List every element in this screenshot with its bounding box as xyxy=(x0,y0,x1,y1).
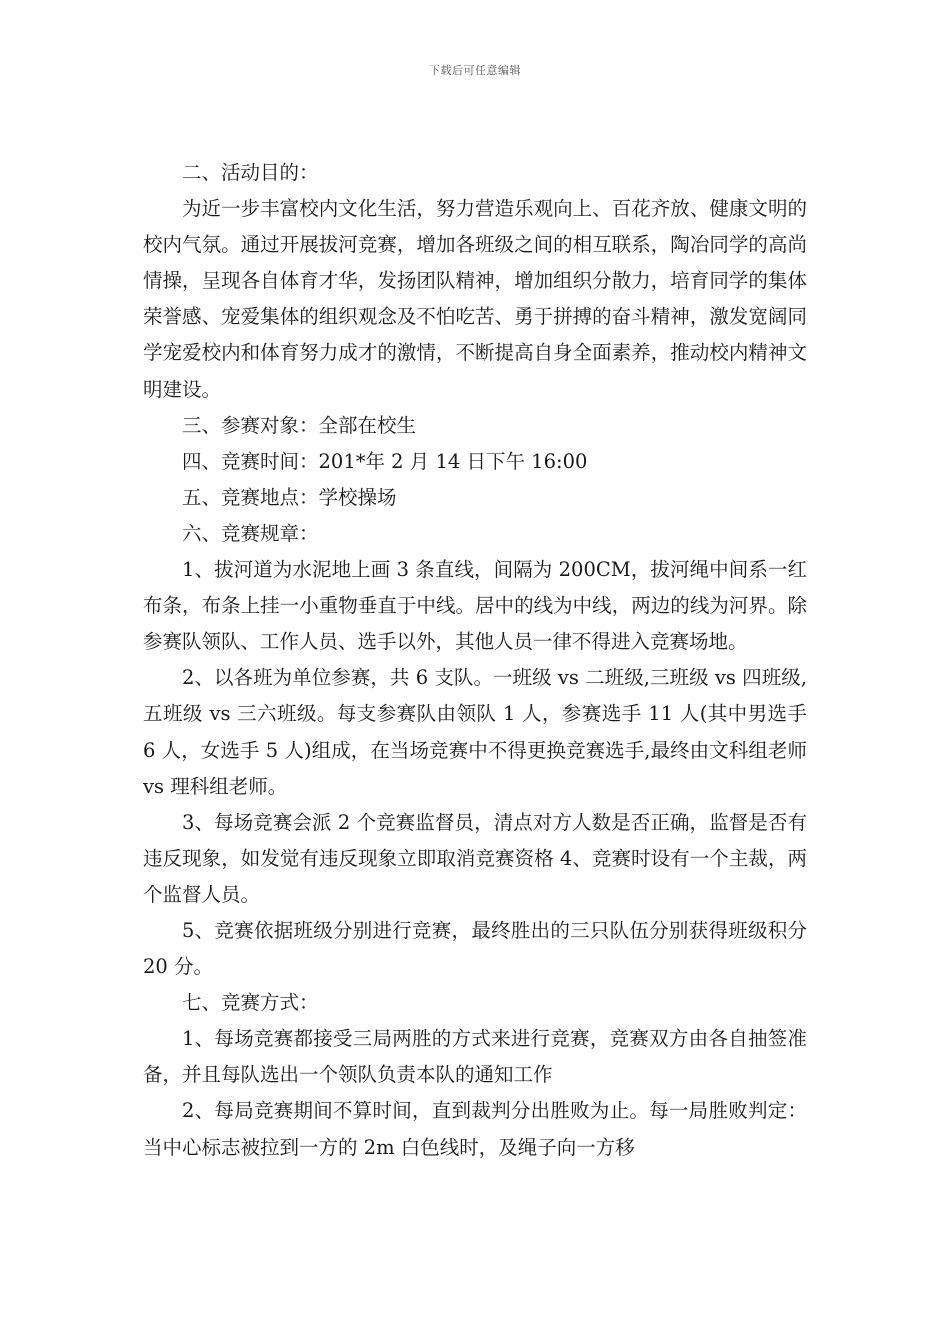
section-heading-purpose: 二、活动目的： xyxy=(182,161,319,184)
page-header-note: 下载后可任意编辑 xyxy=(429,64,521,77)
rule-item-5: 5、竞赛依据班级分别进行竞赛，最终胜出的三只队伍分别获得班级积分 20 分。 xyxy=(143,918,807,979)
format-item-2: 2、每局竞赛期间不算时间，直到裁判分出胜败为止。每一局胜败判定：当中心标志被拉到一方的 2m 白色线时，及绳子向一方移 xyxy=(143,1099,807,1159)
rule-item-3: 3、每场竞赛会派 2 个竞赛监督员，清点对方人数是否正确，监督是否有违反现象，如发觉有违反现象立即取消竞赛资格 4、竞赛时设有一个主裁，两个监督人员。 xyxy=(143,810,807,906)
section-location: 五、竞赛地点：学校操场 xyxy=(182,485,397,509)
rule-item-2: 2、以各班为单位参赛，共 6 支队。一班级 vs 二班级,三班级 vs 四班级,五班级 vs 三六班级。每支参赛队由领队 1 人，参赛选手 11 人(其中男选手 6 人，女选手 5 人)组成，在当场竞赛中不得更换竞赛选手,最终由文科组老师 vs 理科组老师。 xyxy=(143,666,807,798)
section-heading-rules: 六、竞赛规章： xyxy=(182,521,319,545)
section-heading-format: 七、竞赛方式： xyxy=(182,991,319,1015)
section-participants: 三、参赛对象：全部在校生 xyxy=(182,413,417,437)
document-body xyxy=(143,155,807,1166)
section-time: 四、竞赛时间：201*年 2 月 14 日下午 16:00 xyxy=(182,449,588,473)
rule-item-1: 1、拔河道为水泥地上画 3 条直线，间隔为 200CM，拔河绳中间系一红布条，布条上挂一小重物垂直于中线。居中的线为中线，两边的线为河界。除参赛队领队、工作人员、选手以外，其他人员一律不得进入竞赛场地。 xyxy=(143,558,807,654)
paragraph-purpose-text: 为近一步丰富校内文化生活，努力营造乐观向上、百花齐放、健康文明的校内气氛。通过开展拔河竞赛，增加各班级之间的相互联系，陶冶同学的高尚情操，呈现各自体育才华，发扬团队精神，增加组织分散力，培育同学的集体荣誉感、宠爱集体的组织观念及不怕吃苦、勇于拼搏的奋斗精神，激发宽阔同学宠爱校内和体育努力成才的激情，不断提高自身全面素养，推动校内精神文明建设。 xyxy=(143,197,807,401)
format-item-1: 1、每场竞赛都接受三局两胜的方式来进行竞赛，竞赛双方由各自抽签准备，并且每队选出一个领队负责本队的通知工作 xyxy=(143,1027,807,1087)
